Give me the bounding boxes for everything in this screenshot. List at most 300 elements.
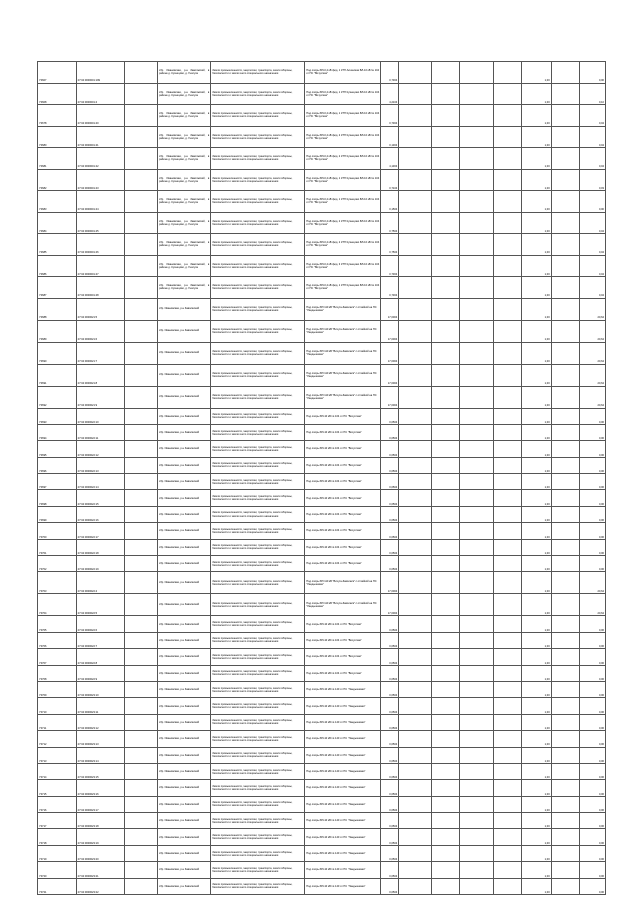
empty-cell: [459, 523, 493, 539]
cadastral-number-cell: 27:04:0000022:13: [76, 457, 124, 473]
empty-cell: [399, 862, 431, 878]
land-category-cell: Земли промышленности, энергетики, транспорта, земли обороны, безопасности и земли иного специального назначения: [211, 878, 305, 894]
land-category-cell: Земли промышленности, энергетики, транспорта, земли обороны, безопасности и земли иного специального назначения: [211, 441, 305, 457]
empty-cell: [494, 632, 522, 648]
area-cell: 0,7504: [381, 212, 399, 234]
value-cell: 1,00: [522, 386, 551, 408]
cadastral-number-cell: 27:04:0000021:8: [76, 364, 124, 386]
place-cell: [124, 616, 157, 632]
sum-cell: 0,00: [579, 62, 605, 84]
empty-cell: [494, 813, 522, 829]
empty-cell: [494, 490, 522, 506]
permitted-use-cell: Под опоры ВЛ 110 кВ "Вичуга-Заволжск" с отпайкой на ПС "Ландышевая": [305, 364, 381, 386]
empty-cell: [494, 556, 522, 572]
permitted-use-cell: Под опоры ВЛ-0,4 кВ фид. 1 КТП Кузнецово ВЛ-10 кВ № 104 от ПС "Вичугская": [305, 83, 381, 105]
empty-cell: [431, 523, 459, 539]
land-category-cell: Земли промышленности, энергетики, транспорта, земли обороны, безопасности и земли иного специального назначения: [211, 796, 305, 812]
empty-cell: [551, 342, 579, 364]
place-cell: [124, 105, 157, 127]
empty-cell: [494, 386, 522, 408]
cadastral-number-cell: 27:04:0000022:4: [76, 572, 124, 594]
area-cell: 0,0504: [381, 408, 399, 424]
value-cell: 1,00: [522, 813, 551, 829]
land-category-cell: Земли промышленности, энергетики, транспорта, земли обороны, безопасности и земли иного специального назначения: [211, 862, 305, 878]
land-category-cell: Земли промышленности, энергетики, транспорта, земли обороны, безопасности и земли иного специального назначения: [211, 424, 305, 440]
empty-cell: [494, 234, 522, 256]
address-cell: хбр. Ивановская, р-н Заволжский: [158, 490, 211, 506]
empty-cell: [459, 845, 493, 861]
row-id-cell: Y0690: [38, 342, 77, 364]
sum-cell: 0,06: [579, 731, 605, 747]
land-category-cell: Земли промышленности, энергетики, транспорта, земли обороны, безопасности и земли иного специального назначения: [211, 523, 305, 539]
sum-cell: 0,06: [579, 632, 605, 648]
area-cell: 4,1304: [381, 148, 399, 170]
register-table-body: [38, 62, 606, 895]
empty-cell: [551, 191, 579, 213]
empty-cell: [551, 83, 579, 105]
empty-cell: [399, 813, 431, 829]
value-cell: 1,00: [522, 234, 551, 256]
permitted-use-cell: Под опоры ВЛ-10 кВ № 140 от ПС "Ландышевая": [305, 681, 381, 697]
empty-cell: [431, 490, 459, 506]
permitted-use-cell: Под опоры ВЛ-10 кВ № 104 от ПС "Вичугская": [305, 457, 381, 473]
sum-cell: 0,06: [579, 490, 605, 506]
area-cell: 0,0504: [381, 714, 399, 730]
cadastral-number-cell: 27:04:0000022:12: [76, 441, 124, 457]
table-row: [38, 457, 606, 473]
land-category-cell: Земли промышленности, энергетики, транспорта, земли обороны, безопасности и земли иного специального назначения: [211, 364, 305, 386]
land-category-cell: Земли промышленности, энергетики, транспорта, земли обороны, безопасности и земли иного специального назначения: [211, 539, 305, 555]
address-cell: хбр. Ивановская, р-н Заволжский: [158, 364, 211, 386]
empty-cell: [494, 212, 522, 234]
cadastral-number-cell: 27:04:0000001:46: [76, 234, 124, 256]
address-cell: хбр. Ивановская, р-н Заволжский: [158, 747, 211, 763]
sum-cell: 0,06: [579, 714, 605, 730]
place-cell: [124, 212, 157, 234]
land-category-cell: Земли промышленности, энергетики, транспорта, земли обороны, безопасности и земли иного специального назначения: [211, 681, 305, 697]
value-cell: 1,00: [522, 490, 551, 506]
land-category-cell: Земли промышленности, энергетики, транспорта, земли обороны, безопасности и земли иного специального назначения: [211, 845, 305, 861]
empty-cell: [459, 342, 493, 364]
permitted-use-cell: Под опоры ВЛ-0,4 кВ фид. 1 КТП Кузнецово ВЛ-10 кВ № 104 от ПС "Вичугская": [305, 191, 381, 213]
table-row: [38, 763, 606, 779]
land-category-cell: Земли промышленности, энергетики, транспорта, земли обороны, безопасности и земли иного специального назначения: [211, 594, 305, 616]
address-cell: хбр. Ивановская, р-н Заволжский, в районе д. Кузнецово, д. Гнилуха: [158, 234, 211, 256]
area-cell: 0,0504: [381, 649, 399, 665]
empty-cell: [459, 594, 493, 616]
empty-cell: [459, 616, 493, 632]
table-row: [38, 813, 606, 829]
area-cell: 0,0504: [381, 829, 399, 845]
empty-cell: [431, 255, 459, 277]
empty-cell: [494, 342, 522, 364]
place-cell: [124, 523, 157, 539]
cadastral-number-cell: 27:04:0000023:16: [76, 780, 124, 796]
place-cell: [124, 829, 157, 845]
empty-cell: [551, 490, 579, 506]
empty-cell: [399, 386, 431, 408]
place-cell: [124, 169, 157, 191]
empty-cell: [431, 665, 459, 681]
row-id-cell: Y0704: [38, 594, 77, 616]
value-cell: 1,00: [522, 829, 551, 845]
row-id-cell: Y0686: [38, 255, 77, 277]
empty-cell: [551, 424, 579, 440]
value-cell: 1,00: [522, 572, 551, 594]
empty-cell: [459, 83, 493, 105]
row-id-cell: Y0698: [38, 490, 77, 506]
land-category-cell: Земли промышленности, энергетики, транспорта, земли обороны, безопасности и земли иного специального назначения: [211, 813, 305, 829]
row-id-cell: Y0718: [38, 829, 77, 845]
row-id-cell: Y0684: [38, 212, 77, 234]
empty-cell: [494, 665, 522, 681]
empty-cell: [431, 878, 459, 894]
area-cell: 17,0004: [381, 572, 399, 594]
empty-cell: [431, 364, 459, 386]
empty-cell: [431, 763, 459, 779]
row-id-cell: Y0719: [38, 845, 77, 861]
sum-cell: 20,64: [579, 298, 605, 320]
address-cell: хбр. Ивановская, р-н Заволжский: [158, 796, 211, 812]
address-cell: хбр. Ивановская, р-н Заволжский, в районе д. Кузнецово, д. Гнилуха: [158, 255, 211, 277]
address-cell: хбр. Ивановская, р-н Заволжский, в районе д. Кузнецово, д. Гнилуха: [158, 83, 211, 105]
empty-cell: [399, 747, 431, 763]
address-cell: хбр. Ивановская, р-н Заволжский: [158, 594, 211, 616]
sum-cell: 0,06: [579, 681, 605, 697]
place-cell: [124, 594, 157, 616]
area-cell: 0,0504: [381, 632, 399, 648]
cadastral-number-cell: 27:04:0000023:15: [76, 763, 124, 779]
table-row: [38, 169, 606, 191]
cadastral-number-cell: 27:04:0000022:18: [76, 539, 124, 555]
empty-cell: [551, 665, 579, 681]
row-id-cell: Y0683: [38, 191, 77, 213]
empty-cell: [399, 62, 431, 84]
cadastral-number-cell: 27:04:0000022:16: [76, 506, 124, 522]
empty-cell: [551, 539, 579, 555]
empty-cell: [551, 698, 579, 714]
empty-cell: [459, 813, 493, 829]
empty-cell: [551, 277, 579, 299]
empty-cell: [551, 681, 579, 697]
permitted-use-cell: Под опоры ВЛ-10 кВ № 104 от ПС "Вичугская": [305, 556, 381, 572]
cadastral-number-cell: 27:04:0000023:21: [76, 862, 124, 878]
empty-cell: [551, 556, 579, 572]
empty-cell: [551, 364, 579, 386]
row-id-cell: Y0703: [38, 572, 77, 594]
empty-cell: [459, 298, 493, 320]
empty-cell: [551, 714, 579, 730]
empty-cell: [399, 780, 431, 796]
empty-cell: [459, 424, 493, 440]
land-category-cell: Земли промышленности, энергетики, транспорта, земли обороны, безопасности и земли иного специального назначения: [211, 83, 305, 105]
empty-cell: [399, 234, 431, 256]
empty-cell: [399, 191, 431, 213]
empty-cell: [494, 714, 522, 730]
empty-cell: [459, 441, 493, 457]
cadastral-number-cell: 27:04:0000023:14: [76, 747, 124, 763]
cadastral-number-cell: 27:04:0000021:6: [76, 320, 124, 342]
cadastral-number-cell: 27:04:0000023:13: [76, 731, 124, 747]
address-cell: хбр. Ивановская, р-н Заволжский: [158, 763, 211, 779]
address-cell: хбр. Ивановская, р-н Заволжский: [158, 845, 211, 861]
land-category-cell: Земли промышленности, энергетики, транспорта, земли обороны, безопасности и земли иного специального назначения: [211, 474, 305, 490]
empty-cell: [551, 298, 579, 320]
address-cell: хбр. Ивановская, р-н Заволжский: [158, 386, 211, 408]
area-cell: 0,7304: [381, 105, 399, 127]
empty-cell: [551, 649, 579, 665]
row-id-cell: Y0711: [38, 714, 77, 730]
empty-cell: [494, 763, 522, 779]
address-cell: хбр. Ивановская, р-н Заволжский, в районе д. Кузнецово, д. Гнилуха: [158, 169, 211, 191]
sum-cell: 0,06: [579, 616, 605, 632]
empty-cell: [551, 862, 579, 878]
empty-cell: [494, 298, 522, 320]
cadastral-number-cell: 27:04:0000001:43: [76, 169, 124, 191]
address-cell: хбр. Ивановская, р-н Заволжский: [158, 681, 211, 697]
empty-cell: [494, 862, 522, 878]
land-category-cell: Земли промышленности, энергетики, транспорта, земли обороны, безопасности и земли иного специального назначения: [211, 572, 305, 594]
table-row: [38, 490, 606, 506]
permitted-use-cell: Под опоры ВЛ-10 кВ № 140 от ПС "Ландышевая": [305, 780, 381, 796]
land-category-cell: Земли промышленности, энергетики, транспорта, земли обороны, безопасности и земли иного специального назначения: [211, 556, 305, 572]
table-row: [38, 862, 606, 878]
empty-cell: [494, 169, 522, 191]
empty-cell: [494, 829, 522, 845]
area-cell: 0,0504: [381, 796, 399, 812]
cadastral-number-cell: 27:04:0000022:7: [76, 632, 124, 648]
row-id-cell: Y0607: [38, 62, 77, 84]
empty-cell: [431, 649, 459, 665]
row-id-cell: Y0678: [38, 105, 77, 127]
area-cell: 0,0504: [381, 763, 399, 779]
value-cell: 1,00: [522, 780, 551, 796]
empty-cell: [399, 105, 431, 127]
empty-cell: [459, 539, 493, 555]
table-row: [38, 277, 606, 299]
place-cell: [124, 698, 157, 714]
empty-cell: [459, 408, 493, 424]
sum-cell: 0,06: [579, 441, 605, 457]
sum-cell: 0,06: [579, 457, 605, 473]
empty-cell: [459, 714, 493, 730]
land-category-cell: Земли промышленности, энергетики, транспорта, земли обороны, безопасности и земли иного специального назначения: [211, 62, 305, 84]
empty-cell: [494, 594, 522, 616]
empty-cell: [431, 845, 459, 861]
land-category-cell: Земли промышленности, энергетики, транспорта, земли обороны, безопасности и земли иного специального назначения: [211, 386, 305, 408]
sum-cell: 0,04: [579, 234, 605, 256]
value-cell: 1,00: [522, 649, 551, 665]
empty-cell: [399, 616, 431, 632]
cadastral-number-cell: 27:04:0000022:5: [76, 594, 124, 616]
empty-cell: [431, 698, 459, 714]
place-cell: [124, 148, 157, 170]
place-cell: [124, 862, 157, 878]
place-cell: [124, 506, 157, 522]
address-cell: хбр. Ивановская, р-н Заволжский: [158, 862, 211, 878]
empty-cell: [431, 83, 459, 105]
area-cell: 0,0504: [381, 539, 399, 555]
empty-cell: [551, 572, 579, 594]
value-cell: 1,00: [522, 105, 551, 127]
land-category-cell: Земли промышленности, энергетики, транспорта, земли обороны, безопасности и земли иного специального назначения: [211, 780, 305, 796]
cadastral-number-cell: 27:04:0000023:19: [76, 829, 124, 845]
address-cell: хбр. Ивановская, р-н Заволжский, в районе д. Кузнецово, д. Гнилуха: [158, 105, 211, 127]
empty-cell: [494, 62, 522, 84]
area-cell: 0,0504: [381, 731, 399, 747]
empty-cell: [494, 277, 522, 299]
area-cell: 4,2104: [381, 83, 399, 105]
empty-cell: [494, 572, 522, 594]
value-cell: 1,00: [522, 845, 551, 861]
land-category-cell: Земли промышленности, энергетики, транспорта, земли обороны, безопасности и земли иного специального назначения: [211, 148, 305, 170]
area-cell: 17,0004: [381, 364, 399, 386]
empty-cell: [551, 474, 579, 490]
empty-cell: [459, 747, 493, 763]
sum-cell: 0,06: [579, 763, 605, 779]
permitted-use-cell: Под опоры ВЛ-10 кВ № 104 от ПС "Вичугская": [305, 523, 381, 539]
place-cell: [124, 126, 157, 148]
row-id-cell: Y0697: [38, 474, 77, 490]
area-cell: 0,0504: [381, 523, 399, 539]
land-category-cell: Земли промышленности, энергетики, транспорта, земли обороны, безопасности и земли иного специального назначения: [211, 506, 305, 522]
permitted-use-cell: Под опоры ВЛ 110 кВ "Вичуга-Заволжск" с отпайкой на ПС "Ландышевая": [305, 298, 381, 320]
place-cell: [124, 83, 157, 105]
row-id-cell: Y0699: [38, 506, 77, 522]
empty-cell: [459, 665, 493, 681]
empty-cell: [459, 796, 493, 812]
empty-cell: [494, 523, 522, 539]
empty-cell: [459, 169, 493, 191]
row-id-cell: Y0693: [38, 408, 77, 424]
table-row: [38, 191, 606, 213]
empty-cell: [431, 474, 459, 490]
place-cell: [124, 649, 157, 665]
permitted-use-cell: Под опоры ВЛ 110 кВ "Вичуга-Заволжск" с отпайкой на ПС "Ландышевая": [305, 320, 381, 342]
place-cell: [124, 632, 157, 648]
area-cell: 0,7104: [381, 169, 399, 191]
row-id-cell: Y0691: [38, 364, 77, 386]
place-cell: [124, 780, 157, 796]
land-category-cell: Земли промышленности, энергетики, транспорта, земли обороны, безопасности и земли иного специального назначения: [211, 665, 305, 681]
empty-cell: [399, 320, 431, 342]
value-cell: 1,00: [522, 408, 551, 424]
place-cell: [124, 665, 157, 681]
empty-cell: [494, 105, 522, 127]
value-cell: 1,00: [522, 255, 551, 277]
land-register-table: [37, 61, 606, 895]
cadastral-number-cell: 27:04:0000023:12: [76, 714, 124, 730]
empty-cell: [399, 255, 431, 277]
empty-cell: [431, 441, 459, 457]
place-cell: [124, 572, 157, 594]
table-row: [38, 506, 606, 522]
empty-cell: [431, 234, 459, 256]
permitted-use-cell: Под опоры ВЛ-0,4 кВ фид. 1 КТП Кузнецово ВЛ-10 кВ № 104 от ПС "Вичугская": [305, 277, 381, 299]
area-cell: 0,0504: [381, 424, 399, 440]
empty-cell: [459, 780, 493, 796]
empty-cell: [431, 572, 459, 594]
empty-cell: [431, 424, 459, 440]
place-cell: [124, 277, 157, 299]
land-category-cell: Земли промышленности, энергетики, транспорта, земли обороны, безопасности и земли иного специального назначения: [211, 490, 305, 506]
table-row: [38, 386, 606, 408]
row-id-cell: Y0692: [38, 386, 77, 408]
value-cell: 1,00: [522, 506, 551, 522]
sum-cell: 0,06: [579, 878, 605, 894]
table-row: [38, 845, 606, 861]
area-cell: 0,0504: [381, 490, 399, 506]
empty-cell: [494, 780, 522, 796]
empty-cell: [494, 320, 522, 342]
place-cell: [124, 320, 157, 342]
row-id-cell: Y0702: [38, 556, 77, 572]
value-cell: 1,00: [522, 556, 551, 572]
empty-cell: [399, 665, 431, 681]
empty-cell: [431, 148, 459, 170]
table-row: [38, 681, 606, 697]
table-row: [38, 698, 606, 714]
cadastral-number-cell: 27:04:0000023:20: [76, 845, 124, 861]
table-row: [38, 105, 606, 127]
land-category-cell: Земли промышленности, энергетики, транспорта, земли обороны, безопасности и земли иного специального назначения: [211, 408, 305, 424]
empty-cell: [399, 490, 431, 506]
land-category-cell: Земли промышленности, энергетики, транспорта, земли обороны, безопасности и земли иного специального назначения: [211, 457, 305, 473]
empty-cell: [551, 126, 579, 148]
value-cell: 1,00: [522, 616, 551, 632]
address-cell: хбр. Ивановская, р-н Заволжский: [158, 572, 211, 594]
value-cell: 1,00: [522, 698, 551, 714]
sum-cell: 0,06: [579, 408, 605, 424]
value-cell: 1,00: [522, 747, 551, 763]
value-cell: 1,00: [522, 320, 551, 342]
sum-cell: 0,04: [579, 105, 605, 127]
place-cell: [124, 457, 157, 473]
empty-cell: [431, 556, 459, 572]
empty-cell: [551, 763, 579, 779]
empty-cell: [399, 698, 431, 714]
empty-cell: [459, 148, 493, 170]
place-cell: [124, 386, 157, 408]
empty-cell: [399, 441, 431, 457]
table-row: [38, 255, 606, 277]
sum-cell: 0,10: [579, 83, 605, 105]
permitted-use-cell: Под опоры ВЛ-10 кВ № 140 от ПС "Ландышевая": [305, 698, 381, 714]
place-cell: [124, 556, 157, 572]
area-cell: 0,0504: [381, 845, 399, 861]
place-cell: [124, 298, 157, 320]
sum-cell: 0,06: [579, 813, 605, 829]
land-category-cell: Земли промышленности, энергетики, транспорта, земли обороны, безопасности и земли иного специального назначения: [211, 320, 305, 342]
empty-cell: [459, 878, 493, 894]
empty-cell: [459, 862, 493, 878]
empty-cell: [494, 796, 522, 812]
cadastral-number-cell: 27:04:0000022:8: [76, 649, 124, 665]
row-id-cell: Y0716: [38, 796, 77, 812]
empty-cell: [431, 714, 459, 730]
place-cell: [124, 191, 157, 213]
address-cell: хбр. Ивановская, р-н Заволжский, в районе д. Кузнецово, д. Гнилуха: [158, 277, 211, 299]
permitted-use-cell: Под опоры ВЛ-10 кВ № 104 от ПС "Вичугская": [305, 408, 381, 424]
sum-cell: 0,04: [579, 212, 605, 234]
sum-cell: 20,64: [579, 364, 605, 386]
empty-cell: [431, 731, 459, 747]
sum-cell: 0,06: [579, 424, 605, 440]
area-cell: 0,0504: [381, 616, 399, 632]
row-id-cell: Y0687: [38, 277, 77, 299]
empty-cell: [399, 763, 431, 779]
permitted-use-cell: Под опоры ВЛ 110 кВ "Вичуга-Заволжск" с отпайкой на ПС "Ландышевая": [305, 572, 381, 594]
